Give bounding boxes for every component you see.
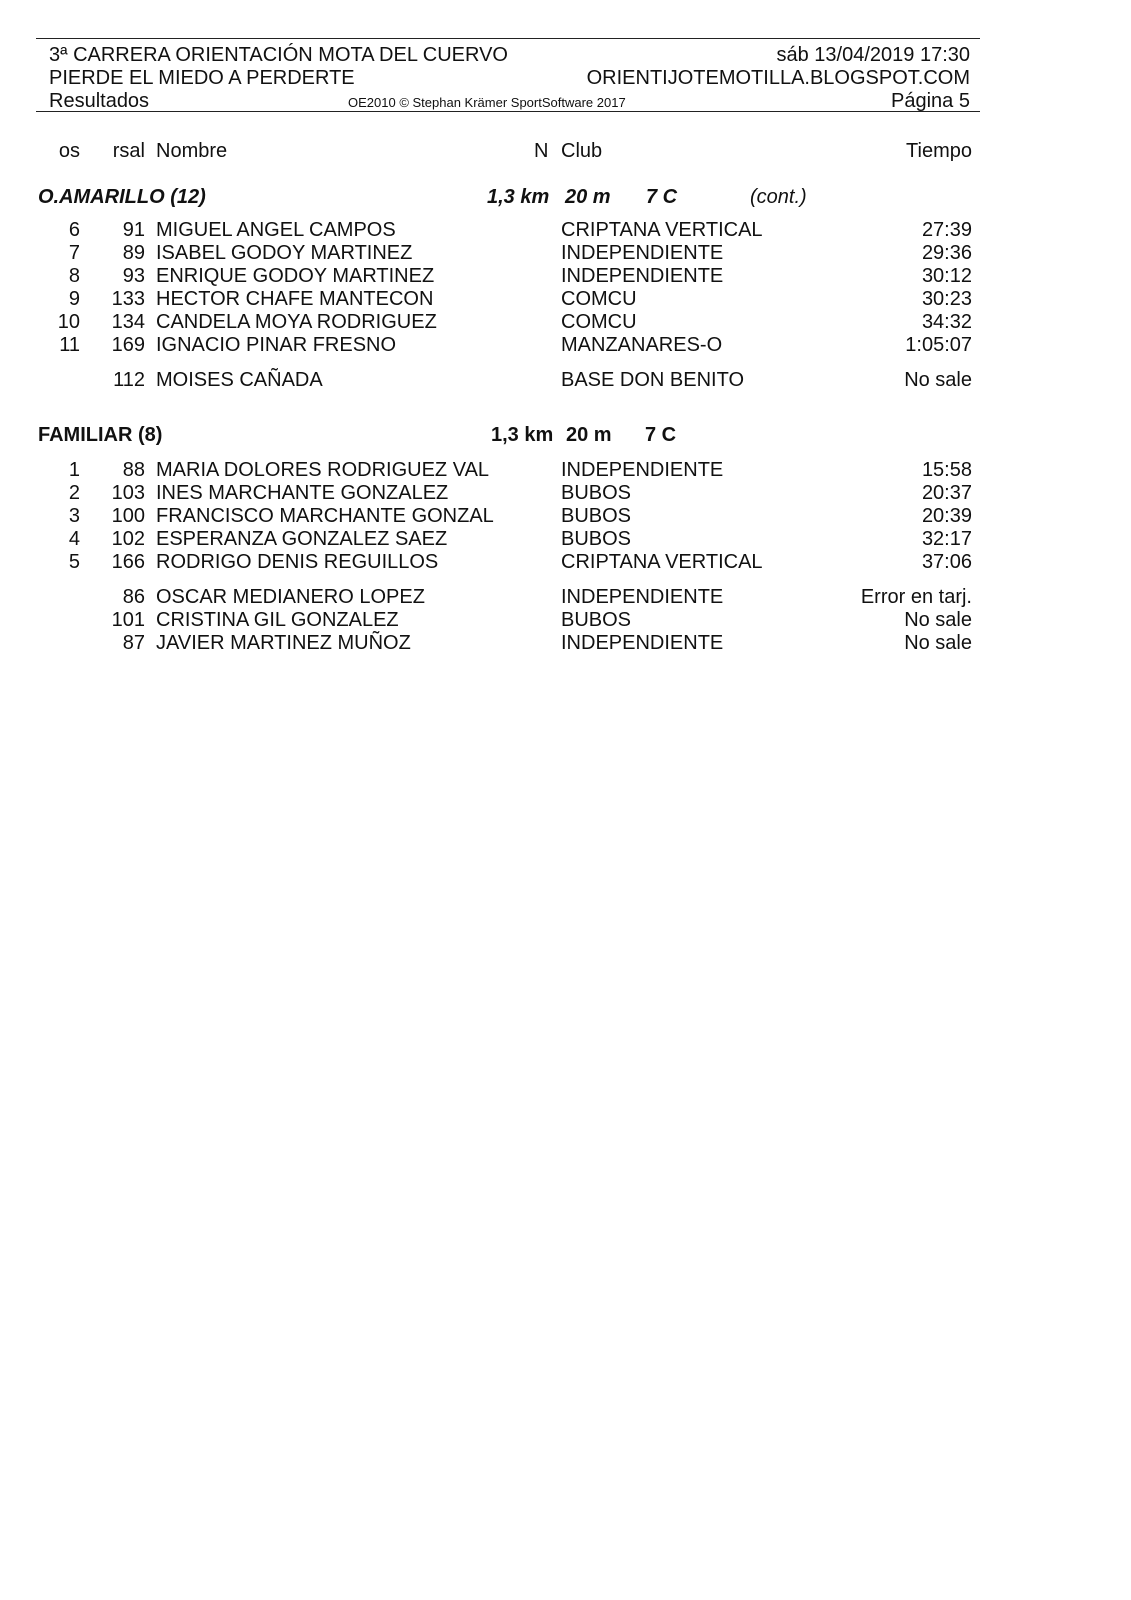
result-bib: 86 — [122, 586, 145, 608]
result-bib: 100 — [111, 505, 145, 527]
result-bib: 89 — [122, 242, 145, 264]
result-name: ENRIQUE GODOY MARTINEZ — [156, 265, 435, 287]
result-club: COMCU — [561, 288, 637, 310]
result-name: OSCAR MEDIANERO LOPEZ — [156, 586, 425, 608]
result-name: ESPERANZA GONZALEZ SAEZ — [156, 528, 448, 550]
page-number: Página 5 — [891, 90, 970, 112]
result-time: No sale — [904, 609, 972, 631]
col-header-nat: N — [534, 140, 549, 162]
table-row — [0, 370, 1131, 393]
header-bottom-rule — [36, 111, 980, 112]
result-bib: 133 — [111, 288, 145, 310]
table-row — [0, 633, 1131, 656]
event-website: ORIENTIJOTEMOTILLA.BLOGSPOT.COM — [586, 67, 970, 89]
table-row — [0, 506, 1131, 529]
col-header-name: Nombre — [156, 140, 228, 162]
result-bib: 166 — [111, 551, 145, 573]
event-title: 3ª CARRERA ORIENTACIÓN MOTA DEL CUERVO — [49, 44, 508, 66]
category-controls: 7 C — [646, 186, 678, 208]
category-climb: 20 m — [565, 186, 611, 208]
category-name: O.AMARILLO (12) — [38, 186, 206, 208]
result-bib: 101 — [111, 609, 145, 631]
category-controls: 7 C — [645, 424, 677, 446]
category-distance: 1,3 km — [491, 424, 554, 446]
table-row — [0, 587, 1131, 610]
table-row — [0, 289, 1131, 312]
result-time: 27:39 — [921, 219, 972, 241]
col-header-bib: rsal — [112, 140, 145, 162]
result-bib: 112 — [113, 369, 145, 391]
result-time: 30:23 — [921, 288, 972, 310]
result-name: MIGUEL ANGEL CAMPOS — [156, 219, 396, 241]
result-bib: 91 — [122, 219, 145, 241]
result-pos: 1 — [68, 459, 80, 481]
result-bib: 103 — [111, 482, 145, 504]
category-name: FAMILIAR (8) — [38, 424, 163, 446]
result-time: 29:36 — [921, 242, 972, 264]
category-distance: 1,3 km — [487, 186, 550, 208]
result-time: 30:12 — [921, 265, 972, 287]
event-subtitle: PIERDE EL MIEDO A PERDERTE — [49, 67, 355, 89]
result-pos: 10 — [57, 311, 80, 333]
table-row — [0, 243, 1131, 266]
result-time: Error en tarj. — [860, 586, 972, 608]
result-bib: 102 — [111, 528, 145, 550]
result-club: INDEPENDIENTE — [561, 586, 724, 608]
result-club: BASE DON BENITO — [561, 369, 745, 391]
result-name: MOISES CAÑADA — [156, 369, 323, 391]
result-name: ISABEL GODOY MARTINEZ — [156, 242, 413, 264]
result-name: MARIA DOLORES RODRIGUEZ VAL — [156, 459, 490, 481]
result-club: BUBOS — [561, 609, 632, 631]
result-pos: 11 — [59, 334, 80, 356]
result-name: HECTOR CHAFE MANTECON — [156, 288, 434, 310]
result-bib: 134 — [111, 311, 145, 333]
result-name: JAVIER MARTINEZ MUÑOZ — [156, 632, 411, 654]
table-row — [0, 335, 1131, 358]
table-row — [0, 220, 1131, 243]
col-header-time: Tiempo — [906, 140, 972, 162]
result-name: INES MARCHANTE GONZALEZ — [156, 482, 449, 504]
table-row — [0, 552, 1131, 575]
result-pos: 4 — [68, 528, 80, 550]
table-row — [0, 483, 1131, 506]
result-club: MANZANARES-O — [561, 334, 723, 356]
header-top-rule — [36, 38, 980, 39]
result-name: IGNACIO PINAR FRESNO — [156, 334, 397, 356]
result-bib: 93 — [122, 265, 145, 287]
document-type: Resultados — [49, 90, 150, 112]
table-row — [0, 266, 1131, 289]
result-pos: 5 — [68, 551, 80, 573]
result-club: INDEPENDIENTE — [561, 265, 724, 287]
result-time: 1:05:07 — [905, 334, 972, 356]
result-club: INDEPENDIENTE — [561, 632, 724, 654]
result-time: 32:17 — [921, 528, 972, 550]
result-club: COMCU — [561, 311, 637, 333]
result-time: 15:58 — [921, 459, 972, 481]
result-club: BUBOS — [561, 505, 632, 527]
result-bib: 169 — [111, 334, 145, 356]
result-name: CRISTINA GIL GONZALEZ — [156, 609, 399, 631]
col-header-club: Club — [561, 140, 603, 162]
category-note: (cont.) — [750, 186, 807, 208]
result-pos: 8 — [68, 265, 80, 287]
result-pos: 9 — [68, 288, 80, 310]
result-pos: 2 — [68, 482, 80, 504]
result-bib: 88 — [122, 459, 145, 481]
result-time: No sale — [904, 632, 972, 654]
table-row — [0, 529, 1131, 552]
result-name: CANDELA MOYA RODRIGUEZ — [156, 311, 437, 333]
result-pos: 3 — [68, 505, 80, 527]
result-club: BUBOS — [561, 528, 632, 550]
table-row — [0, 312, 1131, 335]
result-name: RODRIGO DENIS REGUILLOS — [156, 551, 439, 573]
result-time: 37:06 — [921, 551, 972, 573]
category-climb: 20 m — [566, 424, 612, 446]
result-club: INDEPENDIENTE — [561, 459, 724, 481]
table-row — [0, 460, 1131, 483]
result-club: BUBOS — [561, 482, 632, 504]
result-club: CRIPTANA VERTICAL — [561, 551, 763, 573]
result-time: No sale — [904, 369, 972, 391]
event-datetime: sáb 13/04/2019 17:30 — [776, 44, 970, 66]
result-name: FRANCISCO MARCHANTE GONZAL — [156, 505, 494, 527]
result-pos: 6 — [68, 219, 80, 241]
result-time: 20:39 — [921, 505, 972, 527]
table-row — [0, 610, 1131, 633]
result-time: 34:32 — [921, 311, 972, 333]
result-club: INDEPENDIENTE — [561, 242, 724, 264]
software-credit: OE2010 © Stephan Krämer SportSoftware 2017 — [348, 95, 626, 110]
result-bib: 87 — [122, 632, 145, 654]
col-header-pos: os — [58, 140, 80, 162]
result-pos: 7 — [68, 242, 80, 264]
result-time: 20:37 — [921, 482, 972, 504]
result-club: CRIPTANA VERTICAL — [561, 219, 763, 241]
